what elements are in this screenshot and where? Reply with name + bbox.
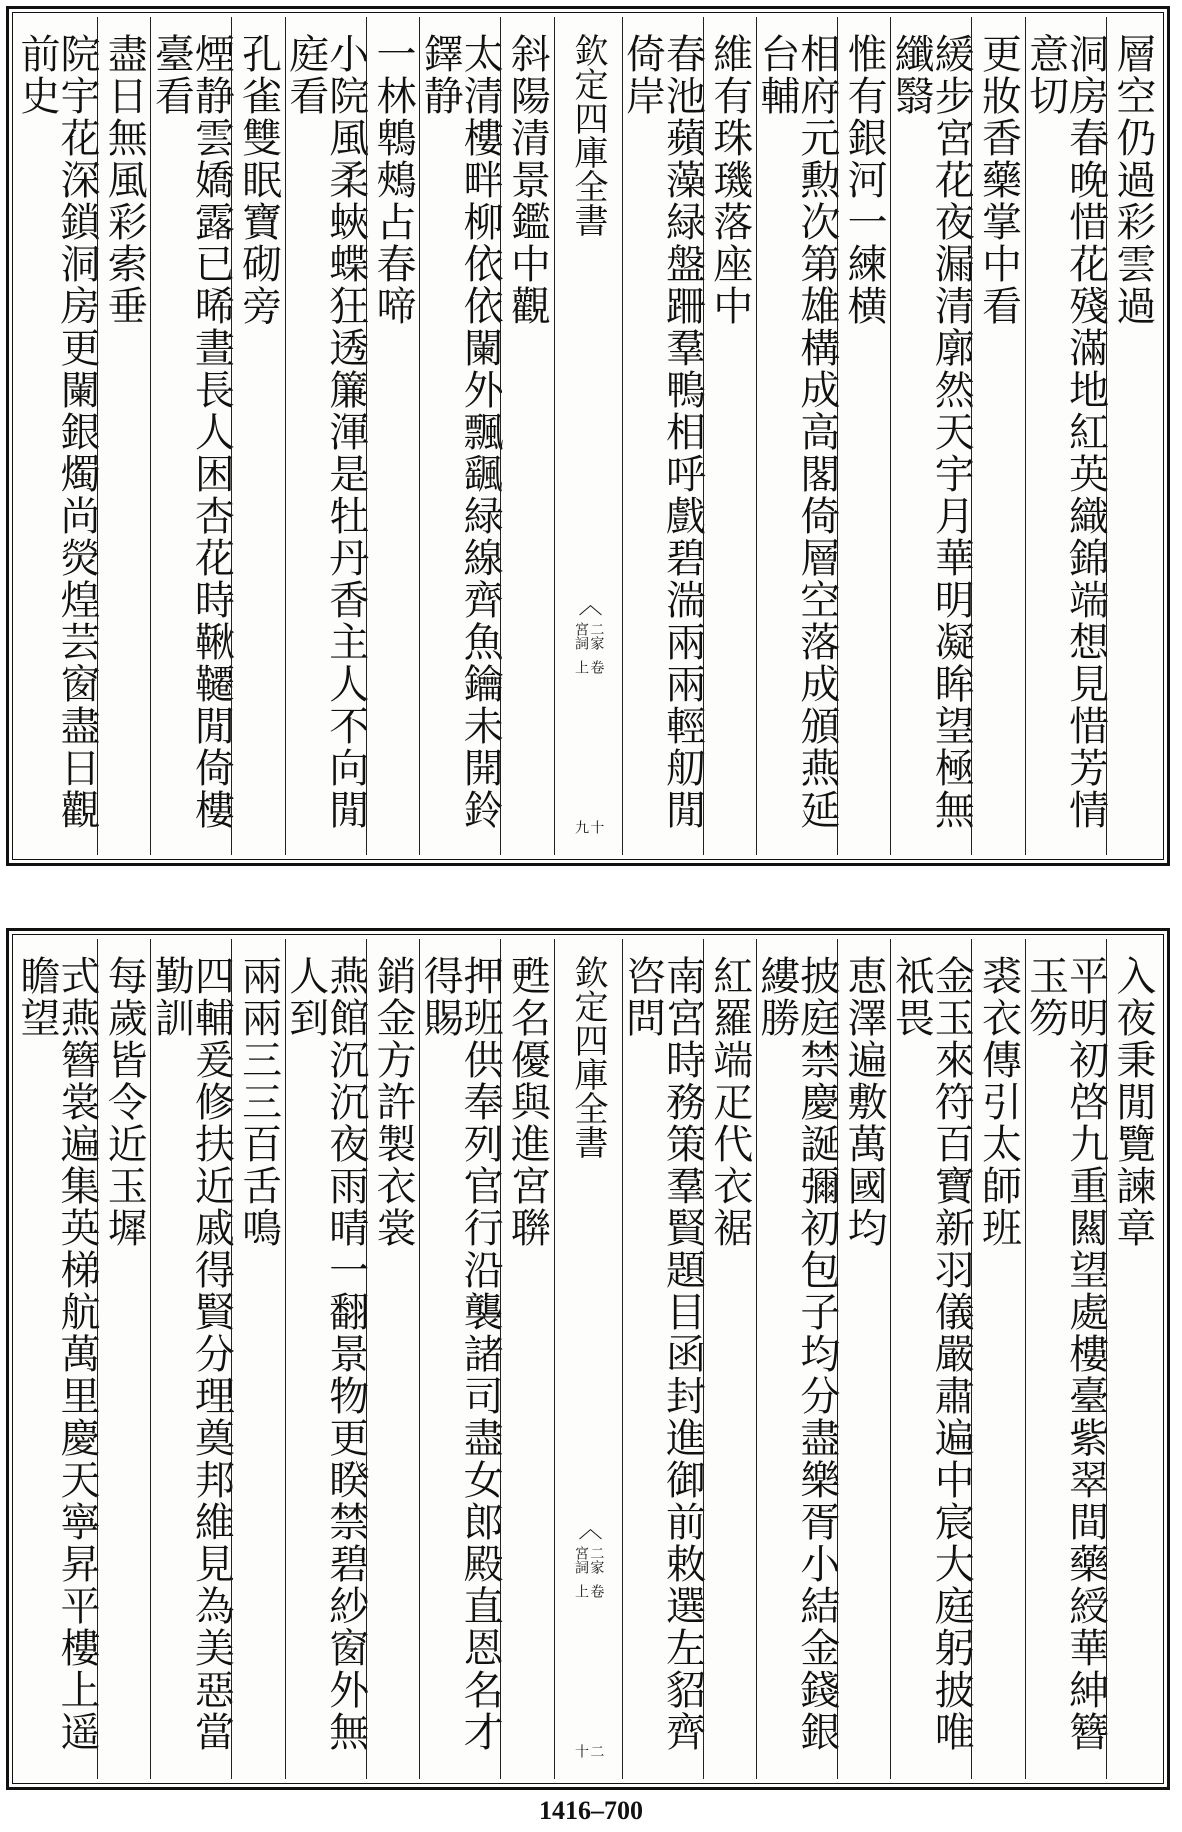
text-column: 式燕簪裳遍集英梯航萬里慶天寧昇平樓上遥瞻望 [14, 955, 100, 1753]
text-column: 緩步宮花夜漏清廓然天宇月華明凝眸望極無纖翳 [890, 17, 971, 855]
text-column: 維有珠璣落座中 [703, 17, 756, 855]
center-column [554, 17, 622, 855]
text-column: 相府元勲次第雄構成高閣倚層空落成頒燕延台輔 [756, 17, 837, 855]
text-column: 金玉來符百寶新羽儀嚴肅遍中宸大庭躬披唯祇畏 [890, 939, 971, 1779]
book-name: 二家宮詞 [573, 1545, 605, 1574]
volume-label: 卷上 [573, 1584, 605, 1599]
volume-label: 卷上 [573, 660, 605, 675]
text-column: 院宇花深鎖洞房更闌銀燭尚熒煌芸窗盡日觀前史 [14, 33, 100, 831]
center-column [554, 939, 622, 1779]
page-bottom [6, 928, 1170, 1790]
text-column: 一林鵯鵊占春啼 [366, 17, 419, 855]
book-name: 二家宮詞 [573, 621, 605, 650]
text-column: 裘衣傳引太師班 [971, 939, 1024, 1779]
text-column: 南宮時務策羣賢題目函封進御前敕選左貂齊咨問 [622, 939, 703, 1779]
text-column: 每歲皆令近玉墀 [97, 939, 150, 1779]
text-column: 斜陽清景鑑中觀 [500, 17, 553, 855]
text-column: 兩兩三三百舌鳴 [231, 939, 284, 1779]
text-column: 入夜秉閒覽諫章 [1106, 939, 1159, 1779]
text-column: 太清樓畔柳依依闌外飄颻緑線齊魚鑰未開鈴鐸静 [419, 17, 500, 855]
text-column: 更妝香藥掌中看 [971, 17, 1024, 855]
text-column: 洞房春晚惜花殘滿地紅英織錦端想見惜芳情意切 [1025, 17, 1106, 855]
text-columns-top [14, 17, 1159, 855]
text-column: 銷金方許製衣裳 [366, 939, 419, 1779]
text-column: 押班供奉列官行沿襲諸司盡女郎殿直恩名才得賜 [419, 939, 500, 1779]
text-column: 小院風柔蛺蝶狂透簾渾是牡丹香主人不向閒庭看 [285, 17, 366, 855]
text-column: 甦名優與進宮聨 [500, 939, 553, 1779]
text-column: 恵澤遍敷萬國均 [837, 939, 890, 1779]
text-column: 惟有銀河一練横 [837, 17, 890, 855]
text-columns-bottom [14, 939, 1159, 1779]
page-top [6, 6, 1170, 866]
page-number: 二十 [573, 1743, 605, 1758]
text-column: 層空仍過彩雲過 [1106, 17, 1159, 855]
book-series-title: 欽定四庫全書 [568, 955, 608, 1159]
text-column: 春池蘋藻緑盤跚羣鴨相呼戲碧湍兩兩輕舠閒倚岸 [622, 17, 703, 855]
text-column: 紅羅端疋代衣裾 [703, 939, 756, 1779]
text-column: 平明初啓九重闗望處樓臺紫翠間藥綬華紳簪玉笏 [1025, 939, 1106, 1779]
text-column: 燕館沉沉夜雨晴一翻景物更睽禁碧紗窗外無人到 [285, 939, 366, 1779]
book-series-title: 欽定四庫全書 [568, 33, 608, 237]
text-column: 孔雀雙眠寶砌旁 [231, 17, 284, 855]
text-column: 煙静雲嬌露已晞晝長人困杏花時鞦韆閒倚樓臺看 [150, 17, 231, 855]
fishtail-mark-icon: 〈 [574, 1515, 602, 1542]
fishtail-mark-icon: 〈 [574, 591, 602, 618]
text-column: 四輔爰修扶近戚得賢分理奠邦維見為美惡當勤訓 [150, 939, 231, 1779]
page-number: 十九 [573, 819, 605, 834]
text-column: 披庭禁慶誕彌初包子均分盡樂胥小結金錢銀縷勝 [756, 939, 837, 1779]
catalog-number: 1416–700 [539, 1796, 643, 1825]
text-column: 盡日無風彩索垂 [97, 17, 150, 855]
